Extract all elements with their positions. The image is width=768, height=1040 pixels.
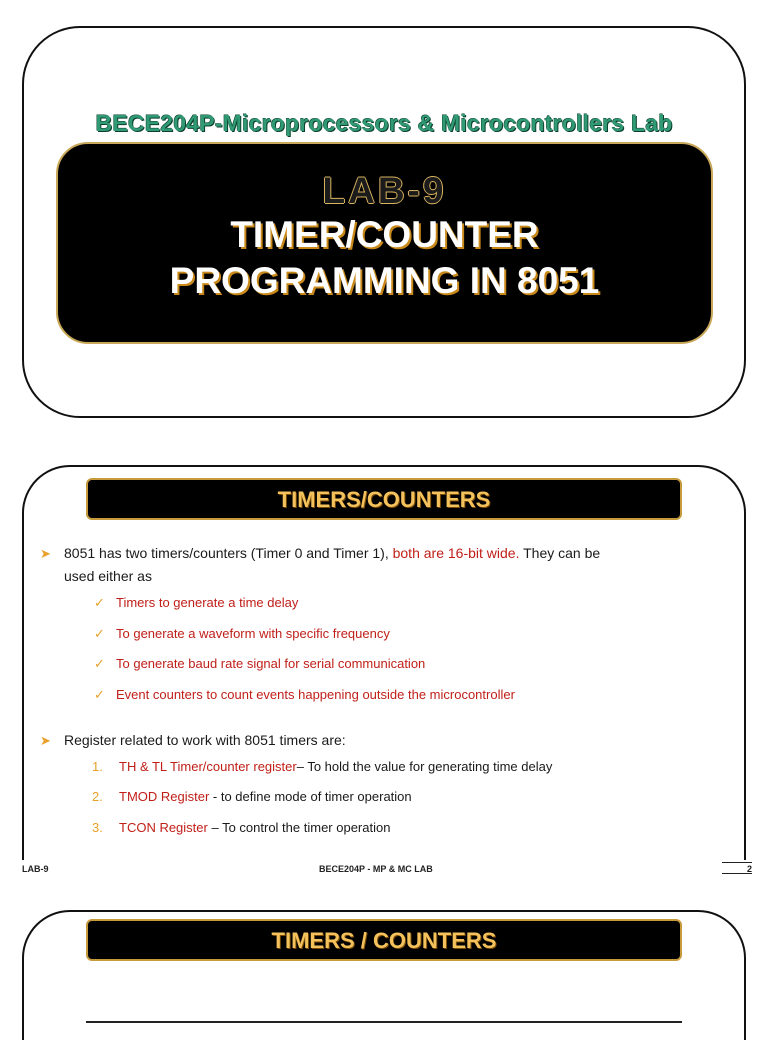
register-name: TH & TL Timer/counter register [119, 759, 297, 774]
check-icon: ✓ [94, 595, 105, 610]
check-icon: ✓ [94, 656, 105, 671]
register-item [92, 820, 390, 835]
bullet-registers [40, 730, 346, 751]
use-item-text: Timers to generate a time delay [116, 595, 299, 610]
bullet-timers-intro [40, 543, 740, 564]
arrow-bullet-icon: ➤ [40, 546, 51, 561]
bullet-highlight: both are 16-bit wide. [392, 545, 520, 561]
title-line-1: TIMER/COUNTER [230, 214, 539, 255]
use-item [94, 687, 515, 703]
item-number: 1. [92, 759, 103, 774]
title-line-2: PROGRAMMING IN 8051 [169, 260, 600, 301]
check-icon: ✓ [94, 687, 105, 702]
register-desc: – To hold the value for generating time delay [296, 759, 553, 774]
bullet-text: Register related to work with 8051 timers are: [64, 732, 346, 748]
title-box [56, 142, 713, 344]
use-item [94, 595, 298, 611]
bullet-continuation: used either as [64, 568, 152, 584]
divider [86, 1021, 682, 1023]
use-item-text: Event counters to count events happening outside the microcontroller [116, 687, 515, 702]
register-name: TCON Register [119, 820, 208, 835]
use-item-text: To generate a waveform with specific frequency [116, 626, 390, 641]
arrow-bullet-icon: ➤ [40, 733, 51, 748]
slide-header: TIMERS/COUNTERS [86, 478, 682, 520]
register-item [92, 759, 552, 774]
register-item [92, 789, 412, 804]
register-desc: – To control the timer operation [207, 820, 391, 835]
lab-number: LAB-9 [322, 170, 447, 211]
bullet-text: 8051 has two timers/counters (Timer 0 and Timer 1), [64, 545, 393, 561]
register-name: TMOD Register [119, 789, 210, 804]
page-number: 2 [722, 862, 752, 874]
check-icon: ✓ [94, 626, 105, 641]
use-item-text: To generate baud rate signal for serial communication [116, 656, 426, 671]
use-item [94, 656, 425, 672]
register-desc: - to define mode of timer operation [209, 789, 412, 804]
item-number: 3. [92, 820, 103, 835]
slide-header: TIMERS / COUNTERS [86, 919, 682, 961]
footer-left: LAB-9 [22, 864, 49, 874]
footer-center: BECE204P - MP & MC LAB [319, 864, 433, 874]
bullet-text-end: They can be [519, 545, 601, 561]
item-number: 2. [92, 789, 103, 804]
use-item [94, 626, 390, 642]
course-title: BECE204P-Microprocessors & Microcontrollers Lab [95, 110, 673, 136]
